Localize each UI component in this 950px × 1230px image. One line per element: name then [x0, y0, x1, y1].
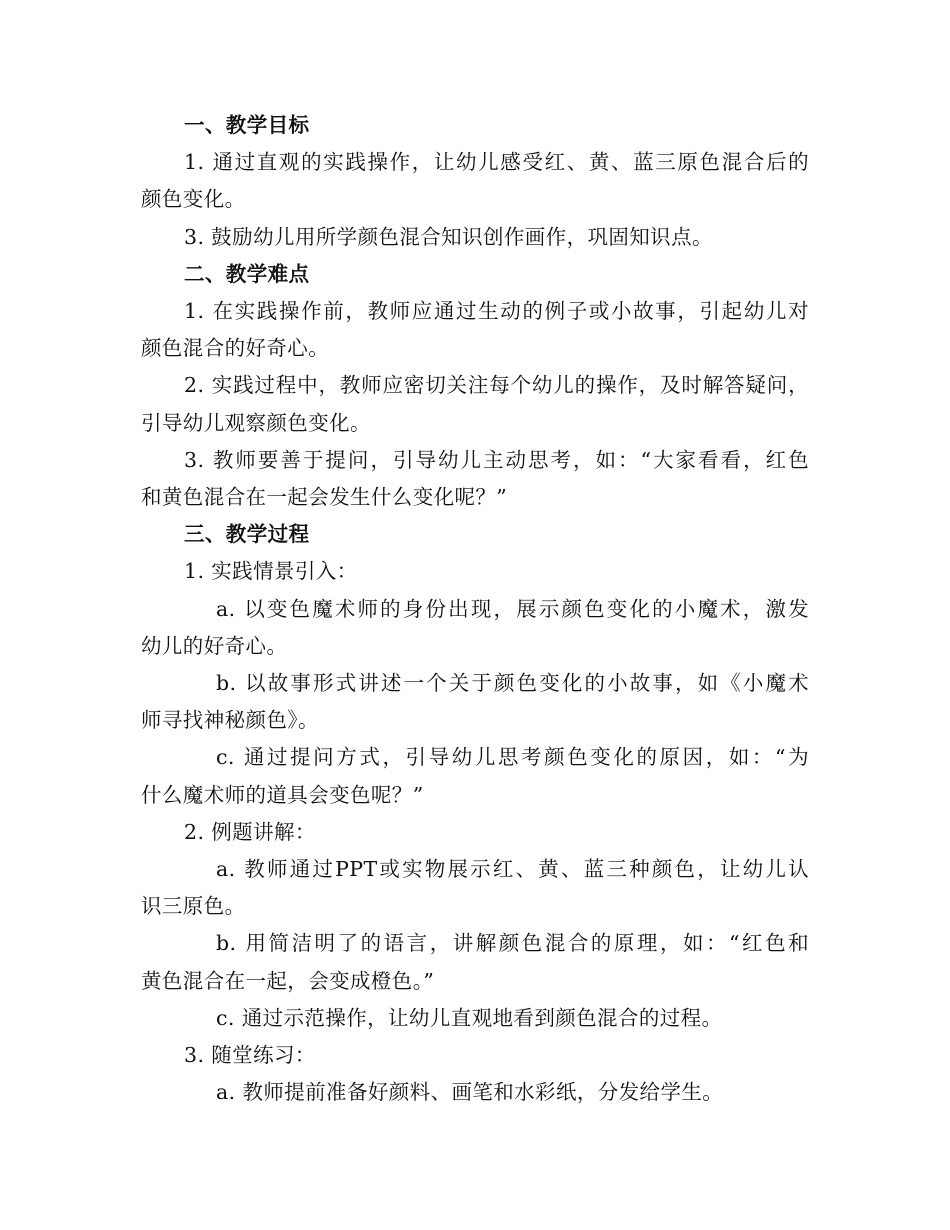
section-heading-teaching-difficulties: 二、教学难点: [184, 261, 310, 286]
difficulty-item-3-continued: 和黄色混合在一起会发生什么变化呢？”: [141, 485, 508, 510]
process-step-1-b-continued: 师寻找神秘颜色》。: [141, 708, 319, 733]
process-step-2: 2. 例题讲解：: [184, 819, 316, 844]
difficulty-item-2: 2. 实践过程中，教师应密切关注每个幼儿的操作，及时解答疑问，: [184, 373, 809, 398]
process-step-1-c-continued: 什么魔术师的道具会变色呢？”: [141, 782, 424, 807]
process-step-2-a-continued: 识三原色。: [141, 894, 246, 919]
difficulty-item-1: 1. 在实践操作前，教师应通过生动的例子或小故事，引起幼儿对: [184, 299, 809, 324]
process-step-1-a: a. 以变色魔术师的身份出现，展示颜色变化的小魔术，激发: [216, 596, 809, 621]
process-step-3: 3. 随堂练习：: [184, 1043, 316, 1068]
difficulty-item-2-continued: 引导幼儿观察颜色变化。: [141, 410, 371, 435]
process-step-2-b: b. 用简洁明了的语言，讲解颜色混合的原理，如：“红色和: [216, 931, 809, 956]
difficulty-item-1-continued: 颜色混合的好奇心。: [141, 336, 330, 361]
process-step-2-a: a. 教师通过PPT或实物展示红、黄、蓝三种颜色，让幼儿认: [216, 857, 809, 882]
process-step-1-c: c. 通过提问方式，引导幼儿思考颜色变化的原因，如：“为: [216, 745, 809, 770]
section-heading-teaching-process: 三、教学过程: [184, 522, 310, 547]
process-step-2-b-continued: 黄色混合在一起，会变成橙色。”: [141, 968, 435, 993]
process-step-1-a-continued: 幼儿的好奇心。: [141, 633, 288, 658]
goal-item-1: 1. 通过直观的实践操作，让幼儿感受红、黄、蓝三原色混合后的: [184, 150, 809, 175]
goal-item-1-continued: 颜色变化。: [141, 187, 246, 212]
section-heading-teaching-goals: 一、教学目标: [184, 113, 310, 137]
process-step-1: 1. 实践情景引入：: [184, 559, 358, 584]
document-body: [141, 107, 809, 1111]
difficulty-item-3: 3. 教师要善于提问，引导幼儿主动思考，如：“大家看看，红色: [184, 447, 809, 472]
process-step-1-b: b. 以故事形式讲述一个关于颜色变化的小故事，如《小魔术: [216, 671, 809, 696]
process-step-2-c: c. 通过示范操作，让幼儿直观地看到颜色混合的过程。: [216, 1005, 723, 1030]
process-step-3-a: a. 教师提前准备好颜料、画笔和水彩纸，分发给学生。: [216, 1080, 724, 1105]
goal-item-3: 3. 鼓励幼儿用所学颜色混合知识创作画作，巩固知识点。: [184, 224, 713, 249]
